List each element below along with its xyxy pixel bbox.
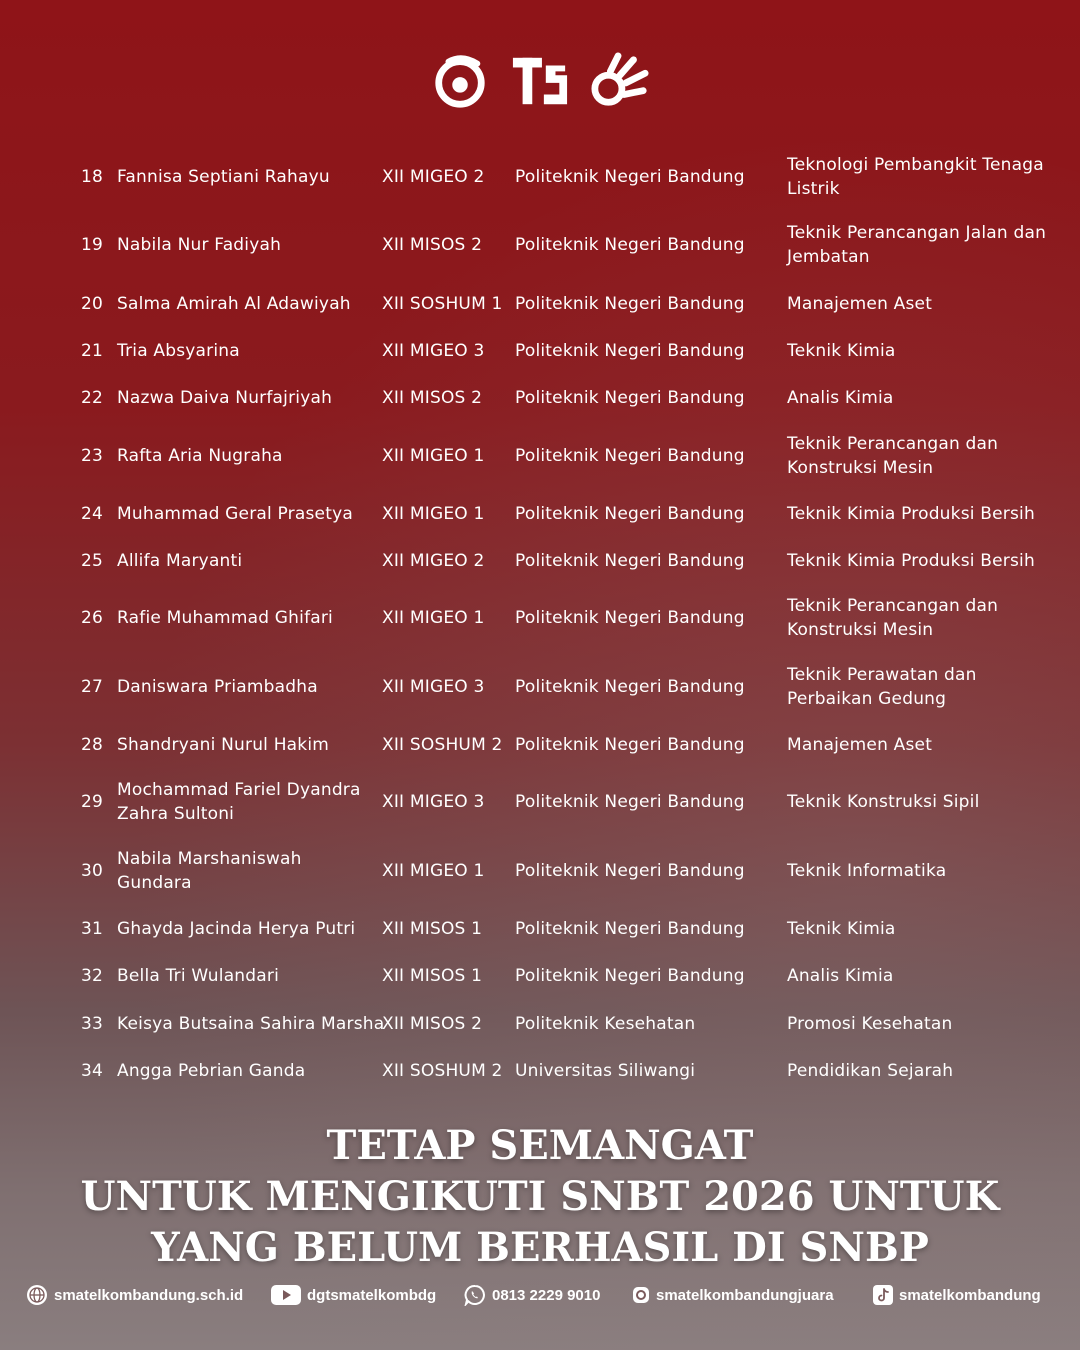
university: Politeknik Negeri Bandung [515, 446, 745, 466]
student-name: Ghayda Jacinda Herya Putri [117, 919, 356, 939]
student-name: Rafta Aria Nugraha [117, 446, 283, 466]
student-class: XII MIGEO 1 [382, 861, 485, 881]
student-name: Bella Tri Wulandari [117, 966, 280, 986]
table-row [0, 339, 1080, 363]
university: Politeknik Negeri Bandung [515, 861, 745, 881]
student-class: XII MIGEO 1 [382, 608, 485, 628]
website-text: smatelkombandung.sch.id [54, 1286, 244, 1304]
row-number: 19 [81, 235, 104, 255]
university: Politeknik Negeri Bandung [515, 792, 745, 812]
student-name: Rafie Muhammad Ghifari [117, 608, 333, 628]
instagram-link[interactable] [632, 1284, 834, 1306]
row-number: 31 [81, 919, 104, 939]
student-class: XII SOSHUM 2 [382, 1061, 503, 1081]
table-row [0, 386, 1080, 410]
study-program: Teknik Perancangan Jalan dan Jembatan [787, 223, 1047, 267]
logo-group [0, 52, 1080, 110]
student-class: XII MISOS 2 [382, 388, 483, 408]
study-program: Teknik Perancangan dan Konstruksi Mesin [787, 434, 999, 478]
row-number: 24 [81, 504, 104, 524]
headline [0, 1120, 1080, 1273]
tiktok-text: smatelkombandung [899, 1286, 1041, 1304]
student-name: Nazwa Daiva Nurfajriyah [117, 388, 333, 408]
university: Politeknik Negeri Bandung [515, 551, 745, 571]
table-row [0, 1059, 1080, 1083]
student-class: XII MISOS 1 [382, 919, 483, 939]
row-number: 22 [81, 388, 104, 408]
table-row [0, 549, 1080, 573]
study-program: Teknik Konstruksi Sipil [787, 792, 980, 812]
table-row [0, 778, 1080, 826]
whatsapp-link[interactable] [464, 1284, 600, 1306]
student-class: XII SOSHUM 2 [382, 735, 503, 755]
table-row [0, 594, 1080, 642]
study-program: Pendidikan Sejarah [787, 1061, 954, 1081]
study-program: Teknik Kimia [787, 919, 896, 939]
row-number: 23 [81, 446, 104, 466]
student-name: Keisya Butsaina Sahira Marsha [117, 1014, 385, 1034]
study-program: Analis Kimia [787, 966, 894, 986]
youtube-text: dgtsmatelkombdg [307, 1286, 437, 1304]
instagram-icon [632, 1284, 650, 1306]
university: Politeknik Negeri Bandung [515, 167, 745, 187]
tiktok-icon [873, 1284, 893, 1306]
table-row [0, 432, 1080, 480]
student-class: XII MISOS 2 [382, 1014, 483, 1034]
tiktok-link[interactable] [873, 1284, 1041, 1306]
student-name: Shandryani Nurul Hakim [117, 735, 330, 755]
student-name: Allifa Maryanti [117, 551, 243, 571]
table-row [0, 1012, 1080, 1036]
social-footer [0, 1284, 1080, 1310]
logo-hand-icon [591, 52, 649, 110]
table-row [0, 221, 1080, 269]
row-number: 30 [81, 861, 104, 881]
university: Politeknik Negeri Bandung [515, 966, 745, 986]
student-class: XII MIGEO 1 [382, 446, 485, 466]
student-name: Mochammad Fariel Dyandra Zahra Sultoni [117, 780, 361, 824]
student-class: XII MIGEO 3 [382, 792, 485, 812]
table-row [0, 502, 1080, 526]
table-row [0, 663, 1080, 711]
university: Politeknik Negeri Bandung [515, 677, 745, 697]
student-class: XII MISOS 1 [382, 966, 483, 986]
row-number: 34 [81, 1061, 104, 1081]
table-row [0, 964, 1080, 988]
whatsapp-icon [464, 1284, 486, 1306]
row-number: 33 [81, 1014, 104, 1034]
student-class: XII MIGEO 3 [382, 341, 485, 361]
row-number: 18 [81, 167, 104, 187]
university: Universitas Siliwangi [515, 1061, 696, 1081]
table-row [0, 153, 1080, 201]
row-number: 32 [81, 966, 104, 986]
row-number: 29 [81, 792, 104, 812]
university: Politeknik Negeri Bandung [515, 341, 745, 361]
row-number: 27 [81, 677, 104, 697]
study-program: Teknik Kimia [787, 341, 896, 361]
table-row [0, 917, 1080, 941]
university: Politeknik Negeri Bandung [515, 294, 745, 314]
headline-line-1: TETAP SEMANGAT [326, 1122, 754, 1169]
student-name: Tria Absyarina [117, 341, 240, 361]
table-row [0, 733, 1080, 757]
university: Politeknik Negeri Bandung [515, 919, 745, 939]
row-number: 21 [81, 341, 104, 361]
youtube-icon [271, 1284, 301, 1306]
row-number: 25 [81, 551, 104, 571]
student-class: XII SOSHUM 1 [382, 294, 503, 314]
website-link[interactable] [26, 1284, 243, 1306]
row-number: 28 [81, 735, 104, 755]
student-name: Nabila Nur Fadiyah [117, 235, 282, 255]
study-program: Teknik Perawatan dan Perbaikan Gedung [787, 665, 977, 709]
student-name: Muhammad Geral Prasetya [117, 504, 353, 524]
study-program: Teknik Perancangan dan Konstruksi Mesin [787, 596, 999, 640]
headline-line-2: UNTUK MENGIKUTI SNBT 2026 UNTUK [80, 1173, 1000, 1220]
student-name: Daniswara Priambadha [117, 677, 318, 697]
youtube-link[interactable] [271, 1284, 436, 1306]
student-class: XII MIGEO 3 [382, 677, 485, 697]
row-number: 26 [81, 608, 104, 628]
student-class: XII MIGEO 2 [382, 167, 485, 187]
student-name: Angga Pebrian Ganda [117, 1061, 306, 1081]
globe-icon [26, 1284, 48, 1306]
study-program: Teknik Informatika [787, 861, 947, 881]
university: Politeknik Negeri Bandung [515, 388, 745, 408]
study-program: Promosi Kesehatan [787, 1014, 953, 1034]
student-name: Salma Amirah Al Adawiyah [117, 294, 351, 314]
university: Politeknik Negeri Bandung [515, 235, 745, 255]
student-class: XII MIGEO 2 [382, 551, 485, 571]
study-program: Analis Kimia [787, 388, 894, 408]
university: Politeknik Negeri Bandung [515, 608, 745, 628]
study-program: Manajemen Aset [787, 735, 933, 755]
university: Politeknik Negeri Bandung [515, 504, 745, 524]
study-program: Teknik Kimia Produksi Bersih [787, 551, 1035, 571]
table-row [0, 847, 1080, 895]
logo-ts-icon [511, 52, 569, 110]
study-program: Teknologi Pembangkit Tenaga Listrik [787, 155, 1044, 199]
row-number: 20 [81, 294, 104, 314]
student-class: XII MISOS 2 [382, 235, 483, 255]
university: Politeknik Negeri Bandung [515, 735, 745, 755]
table-row [0, 292, 1080, 316]
student-name: Fannisa Septiani Rahayu [117, 167, 330, 187]
student-name: Nabila Marshaniswah Gundara [117, 849, 302, 893]
study-program: Teknik Kimia Produksi Bersih [787, 504, 1035, 524]
student-class: XII MIGEO 1 [382, 504, 485, 524]
logo-65-icon [431, 52, 489, 110]
headline-line-3: YANG BELUM BERHASIL DI SNBP [151, 1224, 929, 1271]
university: Politeknik Kesehatan [515, 1014, 696, 1034]
whatsapp-text: 0813 2229 9010 [492, 1286, 601, 1304]
instagram-text: smatelkombandungjuara [656, 1286, 834, 1304]
study-program: Manajemen Aset [787, 294, 933, 314]
